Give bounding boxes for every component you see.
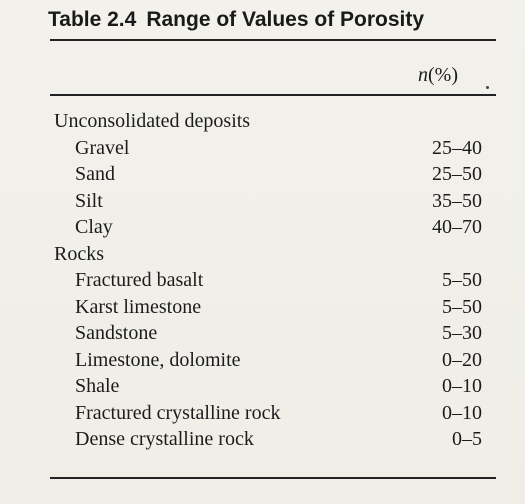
material-cell: Gravel: [75, 136, 130, 159]
material-cell: Karst limestone: [75, 295, 202, 318]
bottom-rule: [50, 477, 496, 479]
porosity-cell: 5–30: [442, 322, 482, 344]
material-cell: Fractured basalt: [75, 269, 204, 291]
material-cell: Limestone, dolomite: [75, 348, 241, 371]
material-cell: Clay: [75, 216, 113, 238]
porosity-cell: 0–20: [442, 348, 482, 371]
table-row: [0, 137, 525, 161]
material-cell: Silt: [75, 189, 103, 212]
table-row: [0, 269, 525, 293]
group-label: Unconsolidated deposits: [54, 110, 251, 132]
table-caption: [48, 8, 424, 32]
table-row: [0, 296, 525, 320]
porosity-cell: 25–50: [432, 163, 482, 185]
table-row: [0, 322, 525, 346]
porosity-cell: 5–50: [442, 269, 482, 291]
material-cell: Sand: [75, 163, 115, 185]
column-header-unit: (%): [428, 64, 458, 86]
table-row: [0, 349, 525, 373]
table-number: Table 2.4: [48, 8, 137, 31]
table-row: [0, 163, 525, 187]
print-speck: [486, 86, 489, 89]
column-header-symbol: n: [418, 64, 428, 86]
table-title: Range of Values of Porosity: [146, 8, 425, 31]
table-row: [0, 190, 525, 214]
material-cell: Sandstone: [75, 322, 158, 344]
porosity-cell: 35–50: [432, 189, 482, 212]
porosity-cell: 0–5: [452, 428, 482, 450]
porosity-cell: 40–70: [432, 216, 482, 238]
material-cell: Fractured crystalline rock: [75, 401, 281, 424]
table-row: [0, 428, 525, 452]
table-group-row: [0, 110, 525, 134]
porosity-cell: 5–50: [442, 295, 482, 318]
table-row: [0, 375, 525, 399]
top-rule: [50, 39, 496, 41]
material-cell: Dense crystalline rock: [75, 428, 254, 450]
table-row: [0, 402, 525, 426]
column-header-porosity: [418, 64, 458, 87]
porosity-cell: 25–40: [432, 136, 482, 159]
group-label: Rocks: [54, 242, 104, 265]
porosity-cell: 0–10: [442, 401, 482, 424]
header-rule: [50, 94, 496, 96]
porosity-cell: 0–10: [442, 375, 482, 397]
table-group-row: [0, 243, 525, 267]
table-row: [0, 216, 525, 240]
material-cell: Shale: [75, 375, 120, 397]
